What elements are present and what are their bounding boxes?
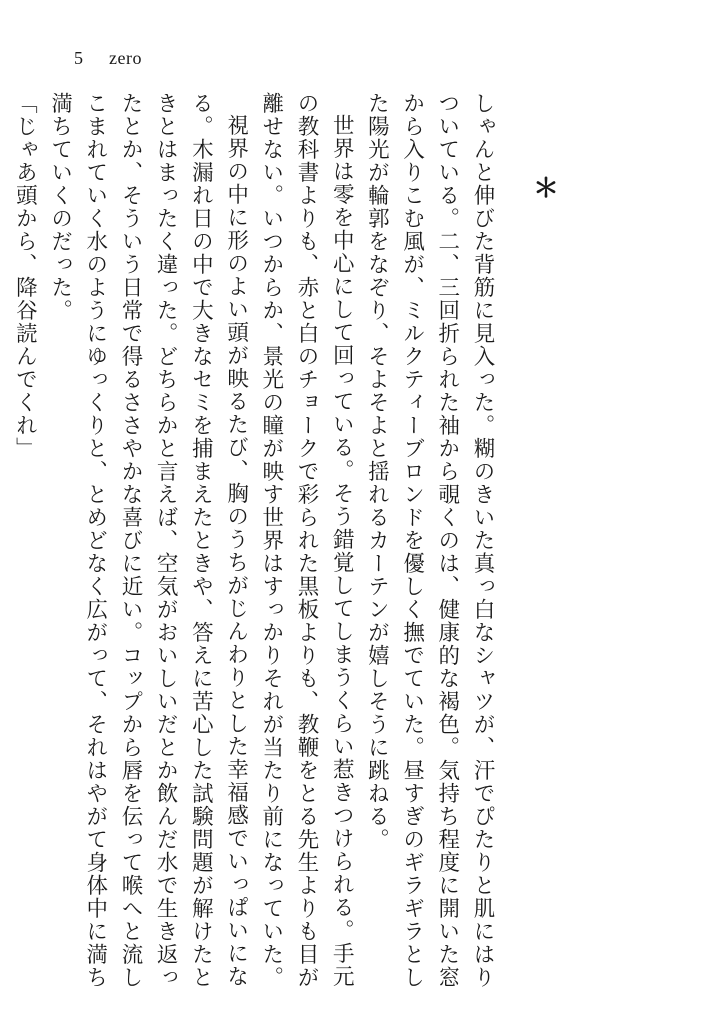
page-header <box>74 48 142 69</box>
paragraph-2: 世界は零を中心にして回っている。そう錯覚してしまうくらい惹きつけられる。手元の教科書よりも、赤と白のチョークで彩られた黒板よりも、教鞭をとる先生よりも目が離せない。いつからか、景光の瞳が映す世界はすっかりそれが当たり前になっていた。 <box>258 92 355 989</box>
dialogue-line: 「じゃあ頭から、降谷読んでくれ」 <box>12 92 38 460</box>
text-column-block <box>12 92 500 1004</box>
section-break-asterisk: ＊ <box>533 174 560 204</box>
paragraph-3: 視界の中に形のよい頭が映るたび、胸のうちがじんわりとした幸福感でいっぱいになる。木漏れ日の中で大きなセミを捕まえたときや、答えに苦心した試験問題が解けたときとはまったく違った。どちらかと言えば、空気がおいしいだとか飲んだ水で生き返ったとか、そういう日常で得るささやかな喜びに近い。コップから唇を伝って喉へと流しこまれていく水のようにゆっくりと、とめどなく広がって、それはやがて身体中に満ち満ちていくのだった。 <box>47 92 249 989</box>
running-title: zero <box>109 48 142 68</box>
paragraph-1: しゃんと伸びた背筋に見入った。糊のきいた真っ白なシャツが、汗でぴたりと肌にはりついている。二、三回折られた袖から覗くのは、健康的な褐色。気持ち程度に開いた窓から入りこむ風が、ミルクティーブロンドを優しく撫でていた。昼すぎのギラギラとした陽光が輪郭をなぞり、そよそよと揺れるカーテンが嬉しそうに跳ねる。 <box>364 92 495 989</box>
page-number: 5 <box>74 48 84 68</box>
vertical-body-text <box>12 92 500 1004</box>
